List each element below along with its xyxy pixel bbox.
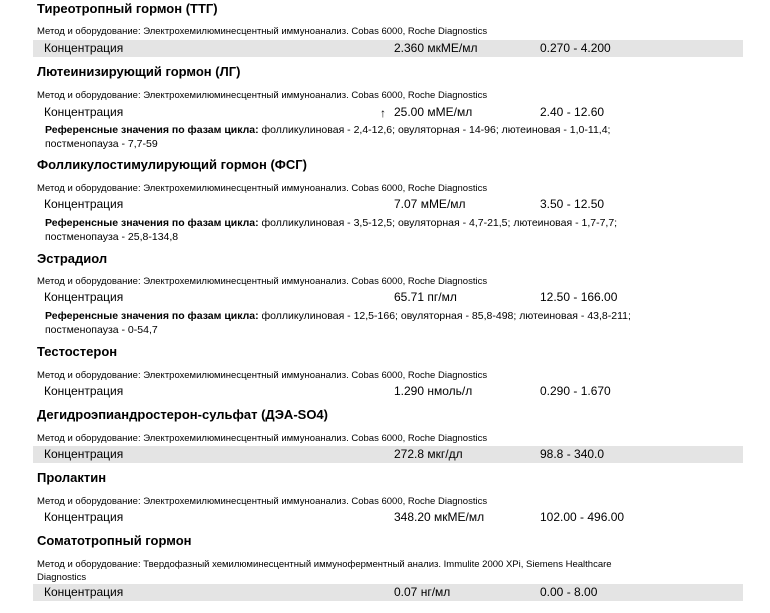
note-body: фолликулиновая - 12,5-166; овуляторная - 85,8-498; лютеиновая - 43,8-211; постменопауза - 0-54,7: [45, 310, 631, 336]
result-row-lh: [33, 104, 743, 121]
reference-range: 2.40 - 12.60: [540, 105, 605, 119]
method-testosterone: Метод и оборудование: Электрохемилюминесцентный иммуноанализ. Cobas 6000, Roche Diagnostics: [37, 370, 488, 381]
section-title-fsh: Фолликулостимулирующий гормон (ФСГ): [37, 157, 307, 172]
note-body: фолликулиновая - 2,4-12,6; овуляторная - 14-96; лютеиновая - 1,0-11,4; постменопауза - 7,7-59: [45, 124, 611, 150]
result-label: Концентрация: [44, 384, 124, 398]
result-value: 2.360 мкМЕ/мл: [394, 41, 478, 55]
result-label: Концентрация: [44, 585, 124, 599]
method-somatotropin: Метод и оборудование: Твердофазный хемилюминесцентный иммуноферментный анализ. Immulite 2000 XPi, Siemens Healthcare: [37, 559, 612, 570]
result-label: Концентрация: [44, 105, 124, 119]
note-body: фолликулиновая - 3,5-12,5; овуляторная - 4,7-21,5; лютеиновая - 1,7-7,7; постменопауза - 25,8-134,8: [45, 217, 618, 243]
result-value: 1.290 нмоль/л: [394, 384, 473, 398]
phase-reference-note-lh: [45, 123, 635, 151]
reference-range: 98.8 - 340.0: [540, 447, 605, 461]
reference-range: 12.50 - 166.00: [540, 290, 618, 304]
section-title-lh: Лютеинизирующий гормон (ЛГ): [37, 64, 241, 79]
method-estradiol: Метод и оборудование: Электрохемилюминесцентный иммуноанализ. Cobas 6000, Roche Diagnostics: [37, 276, 488, 287]
result-row-prolactin: [33, 509, 743, 526]
reference-range: 0.290 - 1.670: [540, 384, 611, 398]
result-value: 65.71 пг/мл: [394, 290, 457, 304]
method-fsh: Метод и оборудование: Электрохемилюминесцентный иммуноанализ. Cobas 6000, Roche Diagnostics: [37, 183, 488, 194]
result-row-fsh: [33, 196, 743, 213]
method-somatotropin-cont: Diagnostics: [37, 572, 87, 583]
note-head: Референсные значения по фазам цикла:: [45, 124, 259, 136]
arrow-up-icon: ↑: [380, 106, 386, 120]
result-value: 0.07 нг/мл: [394, 585, 451, 599]
section-title-testosterone: Тестостерон: [37, 344, 118, 359]
result-label: Концентрация: [44, 197, 124, 211]
result-value: 348.20 мкМЕ/мл: [394, 510, 485, 524]
note-head: Референсные значения по фазам цикла:: [45, 310, 259, 322]
section-title-estradiol: Эстрадиол: [37, 251, 108, 266]
result-label: Концентрация: [44, 510, 124, 524]
method-dhea-so4: Метод и оборудование: Электрохемилюминесцентный иммуноанализ. Cobas 6000, Roche Diagnostics: [37, 433, 488, 444]
result-row-estradiol: [33, 289, 743, 306]
result-value: 25.00 мМЕ/мл: [394, 105, 473, 119]
section-title-somatotropin: Соматотропный гормон: [37, 533, 192, 548]
result-row-tsh: [33, 40, 743, 57]
method-tsh: Метод и оборудование: Электрохемилюминесцентный иммуноанализ. Cobas 6000, Roche Diagnostics: [37, 26, 488, 37]
phase-reference-note-fsh: [45, 216, 635, 244]
note-head: Референсные значения по фазам цикла:: [45, 217, 259, 229]
phase-reference-note-estradiol: [45, 309, 635, 337]
method-lh: Метод и оборудование: Электрохемилюминесцентный иммуноанализ. Cobas 6000, Roche Diagnostics: [37, 90, 488, 101]
method-prolactin: Метод и оборудование: Электрохемилюминесцентный иммуноанализ. Cobas 6000, Roche Diagnostics: [37, 496, 488, 507]
result-label: Концентрация: [44, 290, 124, 304]
result-row-somatotropin: [33, 584, 743, 601]
result-value: 272.8 мкг/дл: [394, 447, 463, 461]
reference-range: 102.00 - 496.00: [540, 510, 625, 524]
section-title-prolactin: Пролактин: [37, 470, 107, 485]
result-label: Концентрация: [44, 41, 124, 55]
section-title-tsh: Тиреотропный гормон (ТТГ): [37, 1, 218, 16]
reference-range: 0.270 - 4.200: [540, 41, 611, 55]
result-row-dhea-so4: [33, 446, 743, 463]
section-title-dhea-so4: Дегидроэпиандростерон-сульфат (ДЭА-SO4): [37, 407, 328, 422]
result-row-testosterone: [33, 383, 743, 400]
reference-range: 0.00 - 8.00: [540, 585, 598, 599]
result-label: Концентрация: [44, 447, 124, 461]
result-value: 7.07 мМЕ/мл: [394, 197, 466, 211]
reference-range: 3.50 - 12.50: [540, 197, 605, 211]
